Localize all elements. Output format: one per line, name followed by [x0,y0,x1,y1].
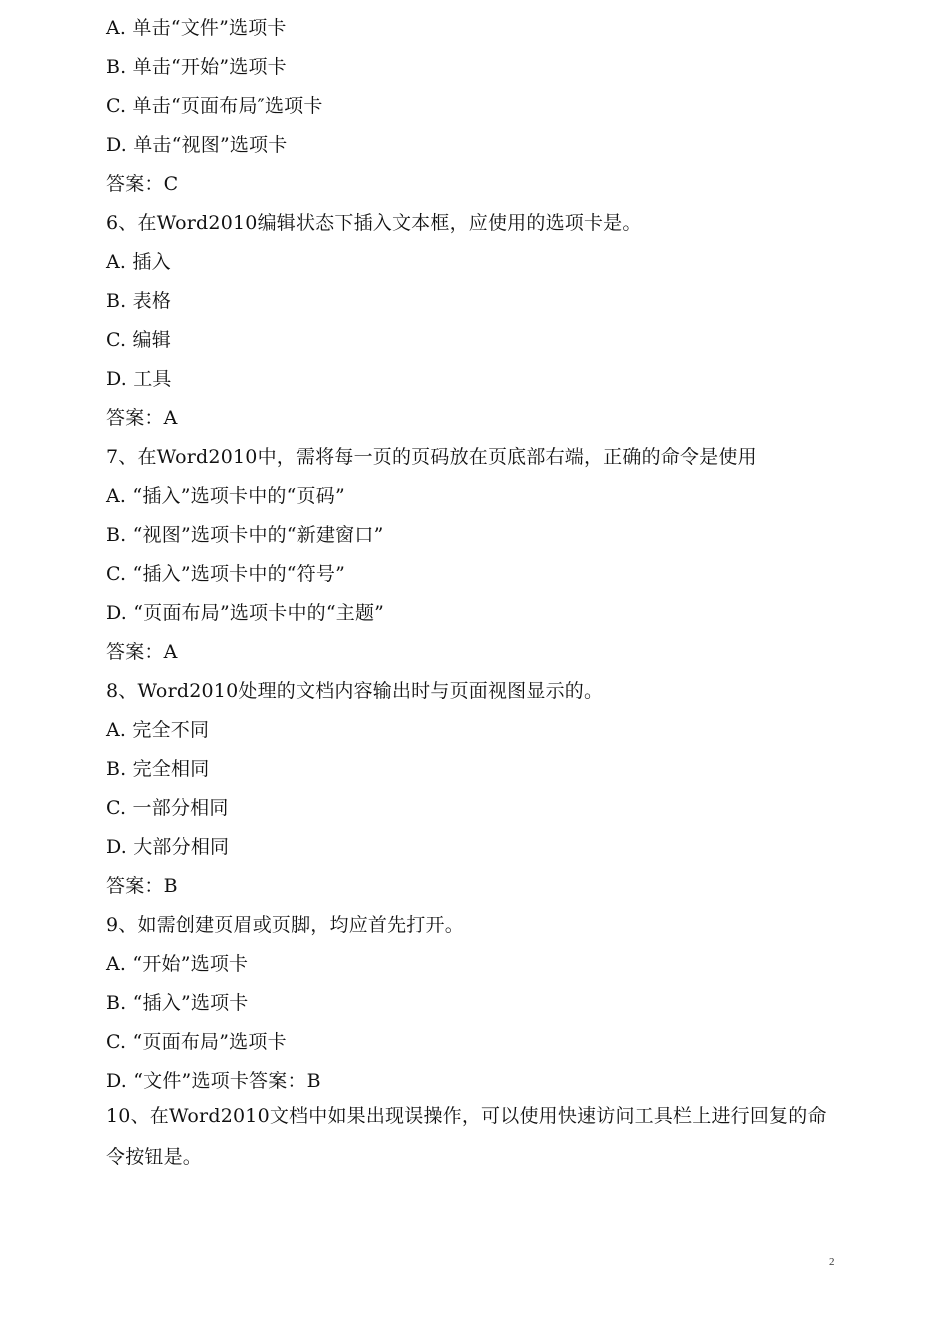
question-9: 9、如需创建页眉或页脚，均应首先打开。 [106,914,464,936]
option-6c: C. 编辑 [106,329,171,351]
option-6d: D. 工具 [106,368,172,390]
answer-5: 答案：C [106,173,179,195]
answer-7: 答案：A [106,641,178,663]
question-10: 10、在Word2010文档中如果出现误操作，可以使用快速访问工具栏上进行回复的命 [106,1105,827,1127]
option-9d-answer: D. “文件”选项卡答案：B [106,1070,321,1092]
answer-6: 答案：A [106,407,178,429]
question-8: 8、Word2010处理的文档内容输出时与页面视图显示的。 [106,680,604,702]
option-9a: A. “开始”选项卡 [106,953,249,975]
option-6a: A. 插入 [106,251,171,273]
question-6: 6、在Word2010编辑状态下插入文本框，应使用的选项卡是。 [106,212,642,234]
option-5d: D. 单击“视图”选项卡 [106,134,288,156]
option-8d: D. 大部分相同 [106,836,230,858]
document-body [106,14,836,1182]
option-7b: B. “视图”选项卡中的“新建窗口” [106,524,384,546]
option-8c: C. 一部分相同 [106,797,229,819]
option-7a: A. “插入”选项卡中的“页码” [106,485,345,507]
option-7c: C. “插入”选项卡中的“符号” [106,563,345,585]
option-8b: B. 完全相同 [106,758,210,780]
option-5c: C. 单击“页面布局″选项卡 [106,95,323,117]
option-7d: D. “页面布局”选项卡中的“主题” [106,602,385,624]
option-9c: C. “页面布局”选项卡 [106,1031,287,1053]
option-8a: A. 完全不同 [106,719,210,741]
question-7: 7、在Word2010中，需将每一页的页码放在页底部右端，正确的命令是使用 [106,446,757,468]
question-10-continued: 令按钮是。 [106,1146,203,1168]
page-number: 2 [829,1256,835,1268]
answer-8: 答案：B [106,875,178,897]
option-5b: B. 单击“开始”选项卡 [106,56,287,78]
option-6b: B. 表格 [106,290,172,312]
option-9b: B. “插入”选项卡 [106,992,249,1014]
option-5a: A. 单击“文件”选项卡 [106,17,287,39]
